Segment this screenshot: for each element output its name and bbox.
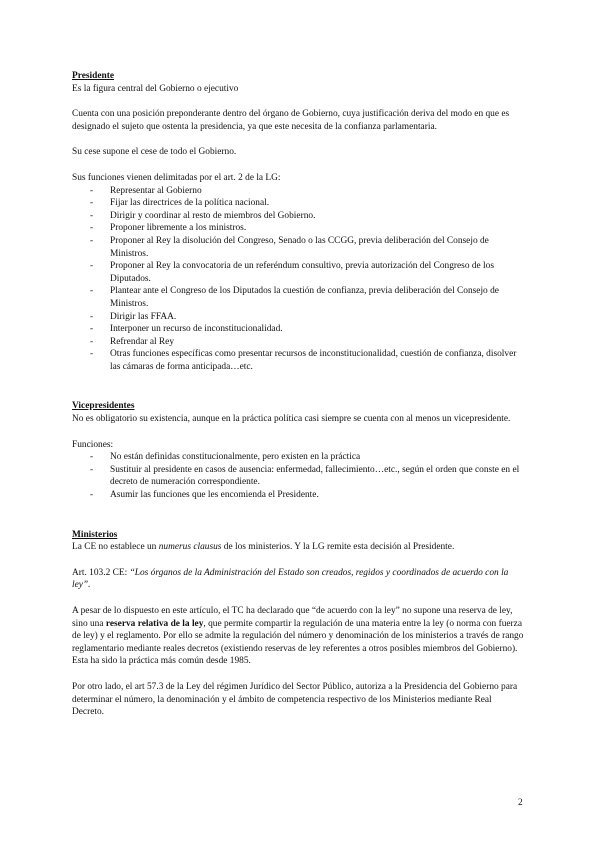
list-item: - Dirigir las FFAA. <box>72 311 524 324</box>
vicepresidentes-paragraph-1: No es obligatorio su existencia, aunque en la práctica política casi siempre se cuenta con al menos un vicepresidente. <box>72 414 511 425</box>
ministerios-p3-end: , que permite compartir la regulación de una materia entre la ley (o norma con fuerza de ley) y el reglamento. Por ello se admite la regulación del número y denominación de los ministerios a través de rango reglamentario mediante reales decretos (existiendo reservas de ley referentes a otros posibles miembros del Gobierno). Esta ha sido la práctica más común desde 1985. <box>72 618 524 667</box>
vicepresidentes-functions-list <box>72 451 524 501</box>
presidente-functions-list <box>72 185 524 374</box>
list-item: - Sustituir al presidente en casos de ausencia: enfermedad, fallecimiento…etc., según el orden que conste en el decreto de numeración correspondiente. <box>72 464 524 489</box>
ministerios-p1-end: de los ministerios. Y la LG remite esta decisión al Presidente. <box>221 542 455 553</box>
ministerios-paragraph-4: Por otro lado, el art 57.3 de la Ley del régimen Jurídico del Sector Público, autoriza a la Presidencia del Gobierno para determinar el número, la denominación y el ámbito de competencia respectivo de los Ministerios mediante Real Decreto. <box>72 681 518 718</box>
ministerios-p1-start: La CE no establece un <box>72 542 159 553</box>
presidente-paragraph-2: Su cese supone el cese de todo el Gobierno. <box>72 147 237 158</box>
list-item: - Interponer un recurso de inconstitucionalidad. <box>72 323 524 336</box>
ministerios-p3-bold: reserva relativa de la ley <box>105 618 204 629</box>
list-item: - No están definidas constitucionalmente, pero existen en la práctica <box>72 451 524 464</box>
list-item: - Representar al Gobierno <box>72 185 524 198</box>
quote-text: “Los órganos de la Administración del Estado son creados, regidos y coordinados de acuerdo con la ley”. <box>72 567 509 591</box>
list-item: - Asumir las funciones que les encomienda el Presidente. <box>72 489 524 502</box>
list-item: - Refrendar al Rey <box>72 336 524 349</box>
ministerios-p3-start: A pesar de lo dispuesto en este artículo, el TC ha declarado que “de acuerdo con la ley” no supone una reserva de ley, sino una <box>72 606 513 629</box>
presidente-paragraph-3: Sus funciones vienen delimitadas por el art. 2 de la LG: <box>72 172 281 183</box>
list-item: - Plantear ante el Congreso de los Diputados la cuestión de confianza, previa deliberación del Consejo de Ministros. <box>72 285 524 310</box>
ministerios-quote <box>72 567 524 592</box>
page-content <box>72 70 524 719</box>
section-heading-presidente: Presidente <box>72 71 115 81</box>
ministerios-paragraph-1 <box>72 541 524 554</box>
list-item: - Proponer al Rey la disolución del Congreso, Senado o las CCGG, previa deliberación del Consejo de Ministros. <box>72 235 524 260</box>
vicepresidentes-paragraph-2: Funciones: <box>72 439 114 450</box>
ministerios-paragraph-3 <box>72 605 524 668</box>
list-item: - Proponer libremente a los ministros. <box>72 222 524 235</box>
quote-reference: Art. 103.2 CE: <box>72 567 130 578</box>
list-item: - Proponer al Rey la convocatoria de un referéndum consultivo, previa autorización del Congreso de los Diputados. <box>72 260 524 285</box>
list-item: - Otras funciones específicas como presentar recursos de inconstitucionalidad, cuestión de confianza, disolver las cámaras de forma anticipada…etc. <box>72 348 524 373</box>
list-item: - Dirigir y coordinar al resto de miembros del Gobierno. <box>72 210 524 223</box>
presidente-paragraph-1: Cuenta con una posición preponderante dentro del órgano de Gobierno, cuya justificación deriva del modo en que es designado el sujeto que ostenta la presidencia, ya que este necesita de la confianza parlamentaria. <box>72 109 510 132</box>
list-item: - Fijar las directrices de la política nacional. <box>72 197 524 210</box>
section-heading-vicepresidentes: Vicepresidentes <box>72 401 135 412</box>
ministerios-p1-latin: numerus clausus <box>158 542 222 553</box>
page-number: 2 <box>518 798 523 808</box>
section-heading-ministerios: Ministerios <box>72 529 118 540</box>
presidente-subtitle: Es la figura central del Gobierno o ejecutivo <box>72 83 239 94</box>
